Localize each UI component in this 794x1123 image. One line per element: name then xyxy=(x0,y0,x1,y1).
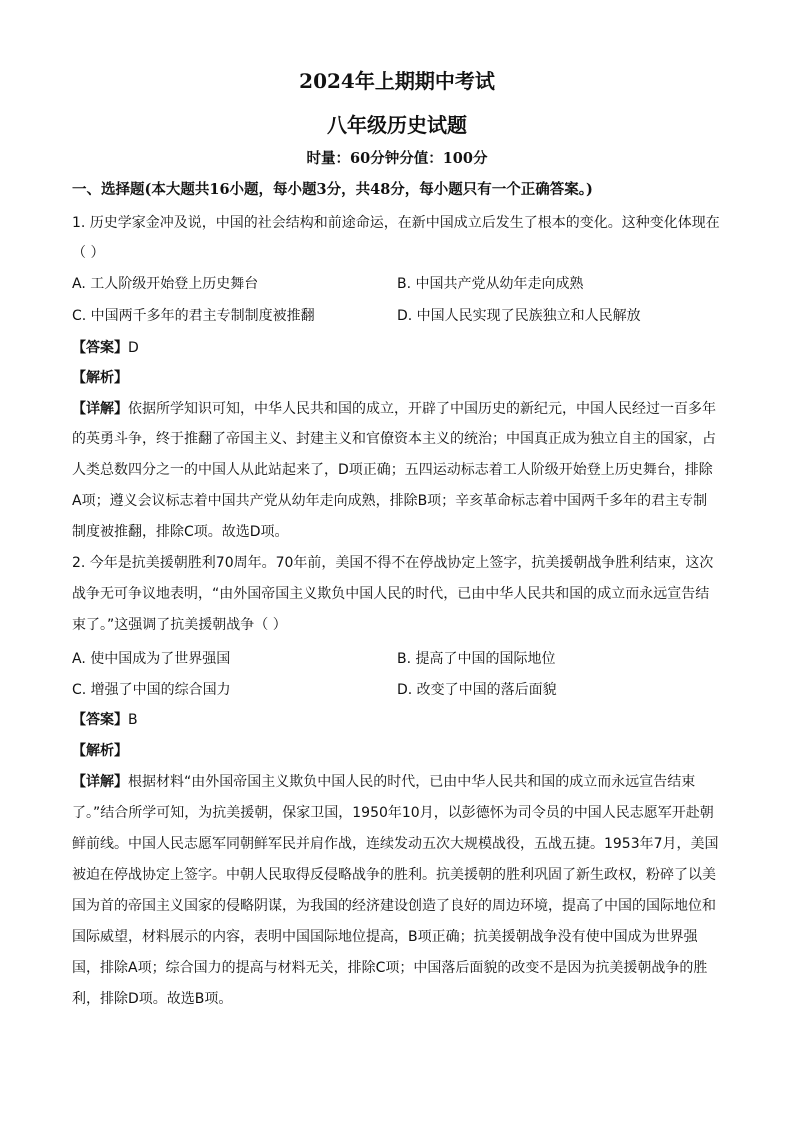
q2-detail-line-2: 了。”结合所学可知，为抗美援朝，保家卫国，1950年10月，以彭德怀为司令员的中国人民志愿军开赴朝 xyxy=(72,805,714,821)
q1-stem-line-1: 1. 历史学家金冲及说，中国的社会结构和前途命运，在新中国成立后发生了根本的变化。这种变化体现在 xyxy=(72,215,720,231)
exam-title: 2024年上期期中考试 xyxy=(299,69,495,93)
q1-analysis-tag xyxy=(72,367,722,389)
q1-detail-line-4: A项；遵义会议标志着中国共产党从幼年走向成熟，排除B项；辛亥革命标志着中国两千多年的君主专制 xyxy=(72,493,708,509)
q2-option-b: B. 提高了中国的国际地位 xyxy=(397,651,556,667)
q2-detail-line-3: 鲜前线。中国人民志愿军同朝鲜军民并肩作战，连续发动五次大规模战役，五战五捷。1953年7月，美国 xyxy=(72,836,719,852)
q2-stem-line-3: 束了。”这强调了抗美援朝战争（ ） xyxy=(72,617,287,633)
q1-detail-line-2: 的英勇斗争，终于推翻了帝国主义、封建主义和官僚资本主义的统治；中国真正成为独立自主的国家，占 xyxy=(72,431,716,447)
q1-detail-line-5: 制度被推翻，排除C项。故选D项。 xyxy=(72,524,289,540)
q2-detail-line-4: 被迫在停战协定上签字。中朝人民取得反侵略战争的胜利。抗美援朝的胜利巩固了新生政权，粉碎了以美 xyxy=(72,867,716,883)
exam-subtitle: 八年级历史试题 xyxy=(327,113,467,137)
q2-detail-line-8: 利，排除D项。故选B项。 xyxy=(72,991,233,1007)
q1-option-a: A. 工人阶级开始登上历史舞台 xyxy=(72,276,259,292)
q1-stem-line-2: （ ） xyxy=(72,245,105,261)
q1-analysis-label: 【解析】 xyxy=(72,370,128,386)
q1-detail-text-1: 依据所学知识可知，中华人民共和国的成立，开辟了中国历史的新纪元，中国人民经过一百多年 xyxy=(128,401,716,417)
q1-detail-line-1 xyxy=(72,398,722,420)
q2-detail-line-5: 国为首的帝国主义国家的侵略阴谋，为我国的经济建设创造了良好的周边环境，提高了中国的国际地位和 xyxy=(72,898,716,914)
q2-answer-value: B xyxy=(128,712,138,728)
q2-answer-tag: 【答案】 xyxy=(72,712,128,728)
q2-stem-line-2: 战争无可争议地表明，“由外国帝国主义欺负中国人民的时代，已由中华人民共和国的成立而永远宣告结 xyxy=(72,586,710,602)
q2-detail-text-1: 根据材料“由外国帝国主义欺负中国人民的时代，已由中华人民共和国的成立而永远宣告结束 xyxy=(128,774,696,790)
q2-option-a: A. 使中国成为了世界强国 xyxy=(72,651,231,667)
q2-analysis-label: 【解析】 xyxy=(72,743,128,759)
q2-stem-line-1: 2. 今年是抗美援朝胜利70周年。70年前，美国不得不在停战协定上签字，抗美援朝战争胜利结束，这次 xyxy=(72,555,714,571)
q2-detail-line-7: 国，排除A项；综合国力的提高与材料无关，排除C项；中国落后面貌的改变不是因为抗美援朝战争的胜 xyxy=(72,960,708,976)
q1-option-c: C. 中国两千多年的君主专制制度被推翻 xyxy=(72,308,315,324)
q1-option-b: B. 中国共产党从幼年走向成熟 xyxy=(397,276,584,292)
q1-answer xyxy=(72,337,722,359)
section-heading: 一、选择题(本大题共16小题，每小题3分，共48分，每小题只有一个正确答案。) xyxy=(72,181,593,198)
q1-answer-value: D xyxy=(128,340,139,356)
q2-detail-tag: 【详解】 xyxy=(72,774,128,790)
q2-analysis-tag xyxy=(72,740,722,762)
q1-answer-tag: 【答案】 xyxy=(72,340,128,356)
q2-answer xyxy=(72,709,722,731)
q1-detail-tag: 【详解】 xyxy=(72,401,128,417)
q2-option-c: C. 增强了中国的综合国力 xyxy=(72,682,231,698)
q2-option-d: D. 改变了中国的落后面貌 xyxy=(397,682,557,698)
q2-detail-line-6: 国际威望，材料展示的内容，表明中国国际地位提高，B项正确；抗美援朝战争没有使中国成为世界强 xyxy=(72,929,698,945)
q2-detail-line-1 xyxy=(72,771,722,793)
exam-meta: 时量：60分钟分值：100分 xyxy=(306,150,488,167)
q1-option-d: D. 中国人民实现了民族独立和人民解放 xyxy=(397,308,641,324)
q1-detail-line-3: 人类总数四分之一的中国人从此站起来了，D项正确；五四运动标志着工人阶级开始登上历史舞台，排除 xyxy=(72,462,713,478)
